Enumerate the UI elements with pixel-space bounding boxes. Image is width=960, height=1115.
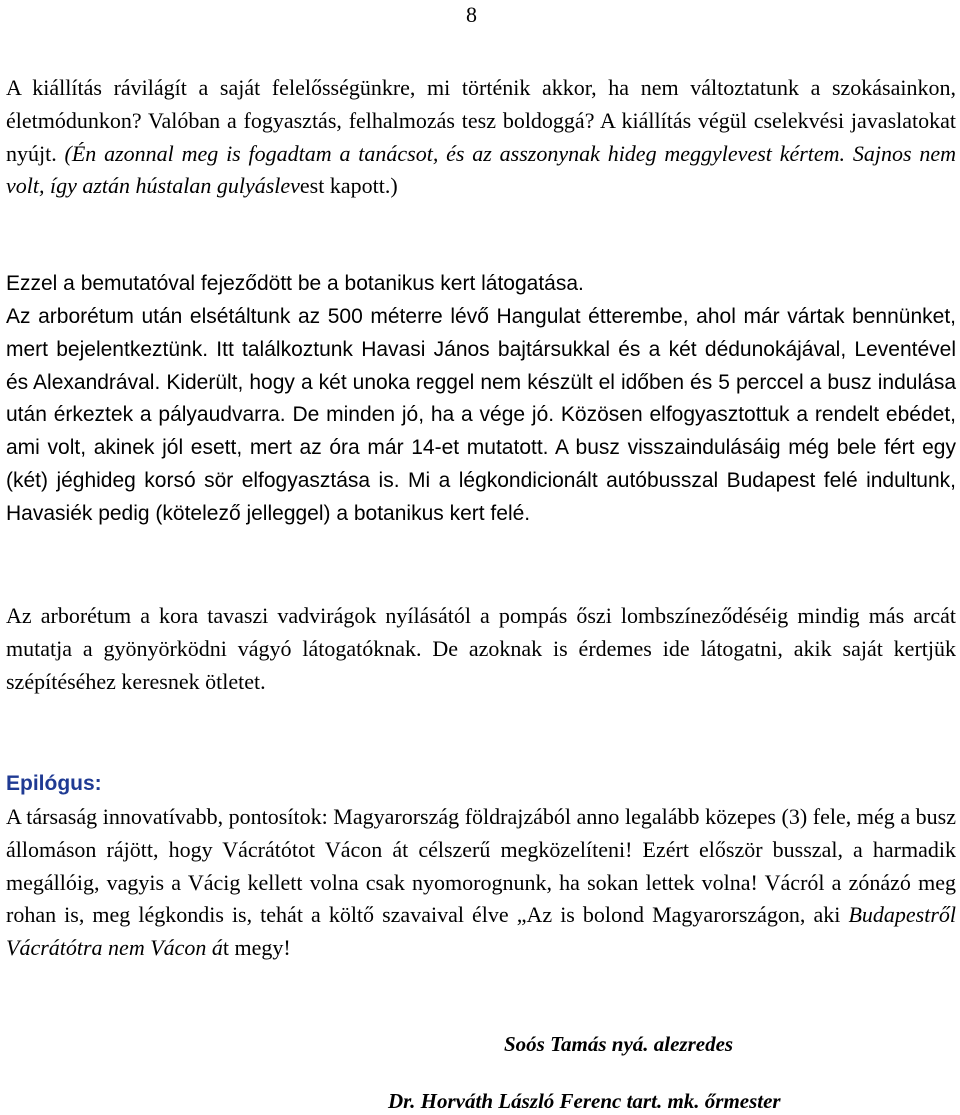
paragraph-exhibition-text: A kiállítás rávilágít a saját felelősségünkre, mi történik akkor, ha nem változtatunk a szokásainkon, életmódunkon? Valóban a fogyasztás, felhalmozás tesz boldoggá? A kiállítás végül cselekvési javaslatokat nyújt. — [6, 75, 956, 166]
page-number: 8 — [466, 2, 477, 27]
paragraph-epilogue-italic: Budapestről Vácrátótra nem Vácon á — [6, 902, 956, 961]
signature-soos: Soós Tamás nyá. alezredes — [504, 1032, 734, 1056]
paragraph-epilogue-end: t megy! — [222, 935, 291, 961]
paragraph-restaurant: Az arborétum után elsétáltunk az 500 méterre lévő Hangulat étterembe, ahol már vártak bennünket, mert bejelentkeztünk. Itt találkoztunk Havasi János bajtársukkal és a két dédunokájával, Leventével és Alexandrával. Kiderült, hogy a két unoka reggel nem készült el időben és 5 perccel a busz indulása után érkeztek a pályaudvarra. De minden jó, ha a vége jó. Közösen elfogyasztottuk a rendelt ebédet, ami volt, akinek jól esett, mert az óra már 14-et mutatott. A busz visszaindulásáig még bele fért egy (két) jéghideg korsó sör elfogyasztása is. Mi a légkondicionált autóbusszal Budapest felé indultunk, Havasiék pedig (kötelező jelleggel) a botanikus kert felé. — [6, 305, 956, 525]
signature-horvath: Dr. Horváth László Ferenc tart. mk. őrmester — [388, 1089, 781, 1113]
paragraph-epilogue — [6, 801, 956, 965]
paragraph-exhibition-italic: (Én azonnal meg is fogadtam a tanácsot, és az asszonynak hideg meggylevest kértem. Sajnos nem volt, így aztán hústalan gulyáslev — [6, 140, 956, 199]
paragraph-epilogue-text: A társaság innovatívabb, pontosítok: Magyarország földrajzából anno legalább közepes (3) fele, még a busz állomáson rájött, hogy Vácrátótot Vácon át célszerű megközelíteni! Ezért először busszal, a harmadik megállóig, vagyis a Vácig kellett volna csak nyomorognunk, ha sokan lettek volna! Vácról a zónázó meg rohan is, meg légkondis is, tehát a költő szavaival élve „Az is bolond Magyarországon, aki — [6, 804, 956, 928]
epilogue-heading: Epilógus: — [6, 772, 102, 795]
paragraph-exhibition — [6, 72, 956, 203]
paragraph-arboretum: Az arborétum a kora tavaszi vadvirágok nyílásától a pompás őszi lombszíneződéséig mindig más arcát mutatja a gyönyörködni vágyó látogatóknak. De azoknak is érdemes ide látogatni, akik saját kertjük szépítéséhez keresnek ötletet. — [6, 603, 956, 694]
paragraph-exhibition-end: est kapott.) — [299, 173, 398, 199]
paragraph-garden-end: Ezzel a bemutatóval fejeződött be a botanikus kert látogatása. — [6, 272, 584, 295]
